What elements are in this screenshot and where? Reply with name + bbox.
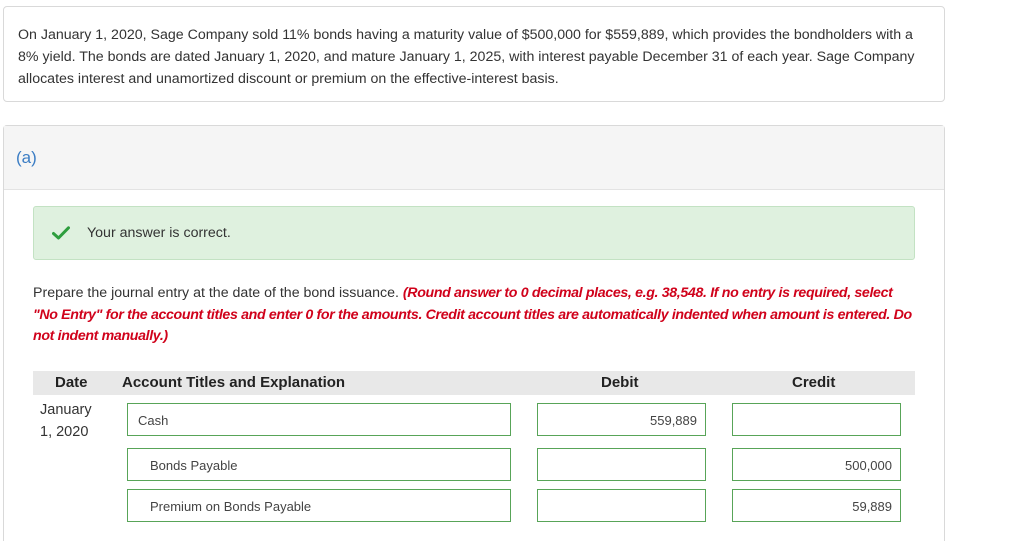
credit-input-1[interactable] xyxy=(732,403,901,436)
instructions xyxy=(33,283,913,348)
header-debit: Debit xyxy=(601,374,639,391)
journal-header-row xyxy=(33,371,915,395)
problem-statement-box xyxy=(3,6,945,102)
header-credit: Credit xyxy=(792,374,836,391)
account-title-input-1[interactable] xyxy=(127,403,511,436)
header-date: Date xyxy=(55,374,88,391)
account-title-input-2[interactable] xyxy=(127,448,511,481)
credit-input-2[interactable] xyxy=(732,448,901,481)
account-title-value-1: Cash xyxy=(138,413,169,428)
account-title-value-3: Premium on Bonds Payable xyxy=(150,499,312,514)
correct-answer-banner xyxy=(33,206,915,260)
account-title-input-3[interactable] xyxy=(127,489,511,522)
account-title-value-2: Bonds Payable xyxy=(150,458,238,473)
feedback-text: Your answer is correct. xyxy=(87,225,231,241)
check-icon xyxy=(52,226,70,240)
part-label: (a) xyxy=(16,148,37,167)
problem-text: On January 1, 2020, Sage Company sold 11% bonds having a maturity value of $500,000 for $559,889, which provides the bondholders with a 8% yield. The bonds are dated January 1, 2020, and mature January 1, 2025, with interest payable December 31 of each year. Sage Company allocates interest and unamortized discount or premium on the effective-interest basis. xyxy=(18,27,915,87)
entry-date-day-year: 1, 2020 xyxy=(40,424,89,440)
credit-value-2: 500,000 xyxy=(845,458,892,473)
debit-input-3[interactable] xyxy=(537,489,706,522)
debit-value-1: 559,889 xyxy=(650,413,697,428)
entry-date xyxy=(40,399,92,443)
debit-input-1[interactable] xyxy=(537,403,706,436)
debit-input-2[interactable] xyxy=(537,448,706,481)
header-account: Account Titles and Explanation xyxy=(122,374,346,391)
credit-input-3[interactable] xyxy=(732,489,901,522)
instructions-note: (Round answer to 0 decimal places, e.g. 38,548. If no entry is required, select "No Entry" for the account titles and enter 0 for the amounts. Credit account titles are automatically indented when amount is entered. Do not indent manually.) xyxy=(33,285,912,344)
entry-date-month: January xyxy=(40,402,92,418)
part-a-card xyxy=(3,125,945,541)
instructions-text: Prepare the journal entry at the date of the bond issuance. xyxy=(33,285,403,301)
part-header xyxy=(4,126,944,190)
credit-value-3: 59,889 xyxy=(852,499,892,514)
